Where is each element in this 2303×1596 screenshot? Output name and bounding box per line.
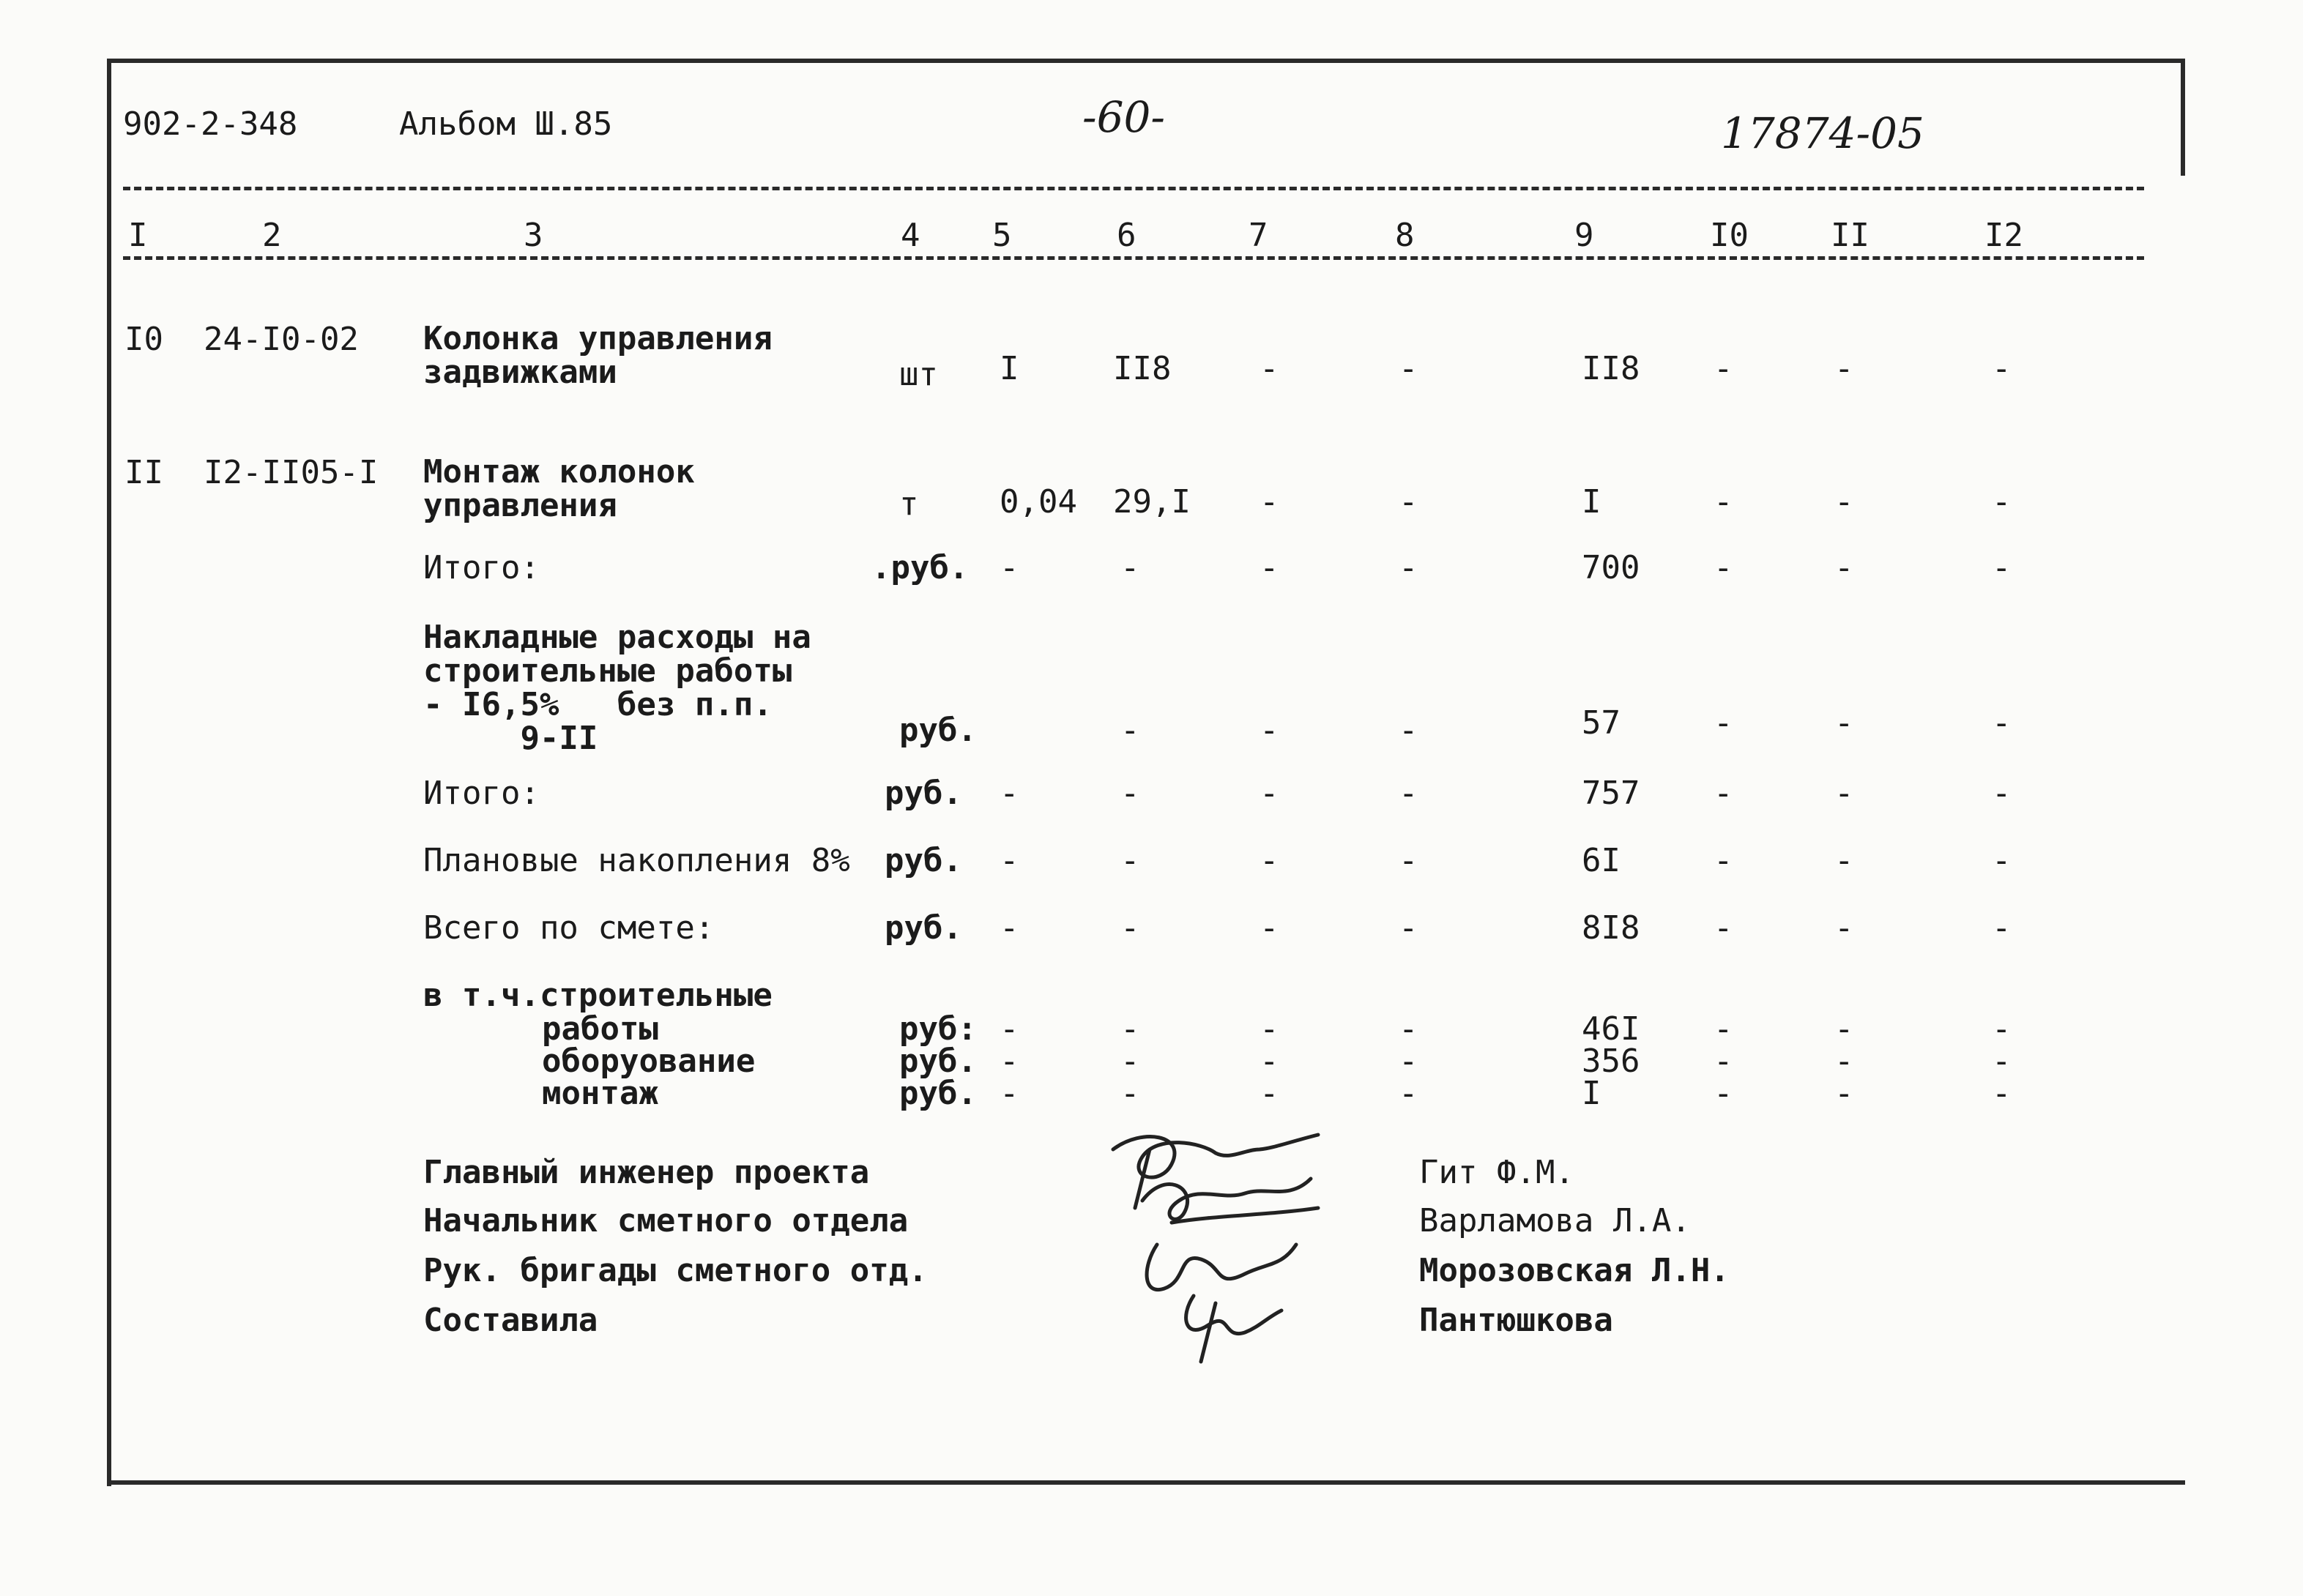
- row-c12: -: [1992, 350, 2012, 387]
- breakdown-c11: -: [1834, 1010, 1854, 1048]
- row-unit: руб.: [899, 712, 977, 749]
- column-header: 4: [901, 217, 920, 254]
- row-name: Накладные расходы на строительные работы - I6,5% без п.п. 9-II: [423, 619, 811, 757]
- row-c10: -: [1714, 549, 1733, 586]
- handwritten-signatures: [1098, 1120, 1406, 1384]
- row-c6: -: [1120, 549, 1140, 586]
- breakdown-c12: -: [1992, 1010, 2012, 1048]
- signature-name: Морозовская Л.Н.: [1419, 1252, 1730, 1289]
- signature-role: Рук. бригады сметного отд.: [423, 1252, 928, 1289]
- column-header: 3: [524, 217, 543, 254]
- row-c10: -: [1714, 775, 1733, 812]
- row-c5: -: [1000, 842, 1019, 879]
- breakdown-c9: 356: [1582, 1043, 1640, 1080]
- row-unit: т: [899, 485, 919, 523]
- row-c8: -: [1399, 549, 1418, 586]
- breakdown-c8: -: [1399, 1010, 1418, 1048]
- breakdown-c11: -: [1834, 1043, 1854, 1080]
- breakdown-unit: руб.: [899, 1043, 977, 1080]
- breakdown-c5: -: [1000, 1075, 1019, 1112]
- columns-dashed-rule: [123, 256, 2144, 260]
- row-c11: -: [1834, 549, 1854, 586]
- signature-role: Составила: [423, 1302, 598, 1339]
- column-header: 9: [1574, 217, 1594, 254]
- breakdown-c8: -: [1399, 1075, 1418, 1112]
- breakdown-c5: -: [1000, 1010, 1019, 1048]
- row-c5: 0,04: [1000, 483, 1077, 521]
- row-name: Плановые накопления 8%: [423, 842, 850, 879]
- row-c7: -: [1260, 350, 1279, 387]
- row-c7: -: [1260, 483, 1279, 521]
- breakdown-c6: -: [1120, 1075, 1140, 1112]
- breakdown-c7: -: [1260, 1043, 1279, 1080]
- breakdown-c7: -: [1260, 1075, 1279, 1112]
- row-code: 24-I0-02: [204, 321, 359, 358]
- row-c11: -: [1834, 350, 1854, 387]
- column-header: 2: [262, 217, 282, 254]
- row-name: Всего по смете:: [423, 909, 715, 947]
- row-c5: -: [1000, 909, 1019, 947]
- row-c6: II8: [1113, 350, 1172, 387]
- signature-name: Пантюшкова: [1419, 1302, 1613, 1339]
- row-code: I2-II05-I: [204, 454, 379, 491]
- breakdown-c10: -: [1714, 1043, 1733, 1080]
- row-c8: -: [1399, 775, 1418, 812]
- row-c6: 29,I: [1113, 483, 1191, 521]
- breakdown-c11: -: [1834, 1075, 1854, 1112]
- breakdown-c9: I: [1582, 1075, 1601, 1112]
- row-c12: -: [1992, 483, 2012, 521]
- column-header: I: [128, 217, 148, 254]
- header-dashed-rule: [123, 187, 2144, 190]
- row-c5: I: [1000, 350, 1019, 387]
- breakdown-c8: -: [1399, 1043, 1418, 1080]
- row-c10: -: [1714, 350, 1733, 387]
- column-header: 6: [1117, 217, 1136, 254]
- breakdown-label: работы: [542, 1010, 658, 1048]
- breakdown-c9: 46I: [1582, 1010, 1640, 1048]
- row-number: II: [124, 454, 163, 491]
- column-header: I2: [1984, 217, 2023, 254]
- row-c8: -: [1399, 350, 1418, 387]
- row-name: Колонка управления задвижками: [423, 320, 773, 391]
- column-header: 8: [1395, 217, 1415, 254]
- row-c8: -: [1399, 909, 1418, 947]
- breakdown-label: оборуование: [542, 1043, 756, 1080]
- row-name: Итого:: [423, 549, 540, 586]
- breakdown-c5: -: [1000, 1043, 1019, 1080]
- breakdown-c12: -: [1992, 1043, 2012, 1080]
- row-c12: -: [1992, 842, 2012, 879]
- row-c10: -: [1714, 909, 1733, 947]
- row-unit: руб.: [885, 909, 962, 947]
- column-header: I0: [1710, 217, 1749, 254]
- frame-bottom-border: [107, 1480, 2185, 1485]
- row-c9: 8I8: [1582, 909, 1640, 947]
- column-header: 7: [1249, 217, 1268, 254]
- row-c10: -: [1714, 842, 1733, 879]
- page-number: -60-: [1082, 92, 1165, 142]
- row-c5: -: [1000, 775, 1019, 812]
- signature-name: Варламова Л.А.: [1419, 1202, 1691, 1239]
- row-c7: -: [1260, 712, 1279, 749]
- row-c11: -: [1834, 775, 1854, 812]
- row-c12: -: [1992, 775, 2012, 812]
- frame-left-border: [107, 59, 111, 1486]
- signature-name: Гит Ф.М.: [1419, 1154, 1574, 1191]
- row-c12: -: [1992, 549, 2012, 586]
- row-c12: -: [1992, 909, 2012, 947]
- row-c11: -: [1834, 704, 1854, 742]
- row-name: Монтаж колонок управления: [423, 453, 695, 524]
- row-c11: -: [1834, 909, 1854, 947]
- row-c6: -: [1120, 842, 1140, 879]
- signature-role: Начальник сметного отдела: [423, 1202, 909, 1239]
- row-c10: -: [1714, 483, 1733, 521]
- doc-number: 902-2-348: [123, 105, 298, 143]
- frame-right-border: [2181, 59, 2185, 176]
- row-unit: шт: [899, 356, 938, 393]
- breakdown-unit: руб:: [899, 1010, 977, 1048]
- breakdown-c7: -: [1260, 1010, 1279, 1048]
- album-label: Альбом Ш.85: [399, 105, 613, 143]
- row-unit: руб.: [885, 842, 962, 879]
- row-c7: -: [1260, 549, 1279, 586]
- row-c7: -: [1260, 909, 1279, 947]
- row-c9: 57: [1582, 704, 1621, 742]
- row-c12: -: [1992, 704, 2012, 742]
- row-unit: руб.: [885, 775, 962, 812]
- row-c8: -: [1399, 483, 1418, 521]
- row-c7: -: [1260, 842, 1279, 879]
- row-name: Итого:: [423, 775, 540, 812]
- row-c9: II8: [1582, 350, 1640, 387]
- row-c8: -: [1399, 842, 1418, 879]
- row-c9: I: [1582, 483, 1601, 521]
- frame-top-border: [107, 59, 2185, 63]
- row-c9: 757: [1582, 775, 1640, 812]
- row-c11: -: [1834, 842, 1854, 879]
- breakdown-c10: -: [1714, 1010, 1733, 1048]
- signature-role: Главный инженер проекта: [423, 1154, 870, 1191]
- row-c6: -: [1120, 712, 1140, 749]
- row-c9: 700: [1582, 549, 1640, 586]
- row-c6: -: [1120, 775, 1140, 812]
- row-c7: -: [1260, 775, 1279, 812]
- breakdown-c6: -: [1120, 1043, 1140, 1080]
- row-c11: -: [1834, 483, 1854, 521]
- row-c9: 6I: [1582, 842, 1621, 879]
- column-header: 5: [992, 217, 1012, 254]
- breakdown-unit: руб.: [899, 1075, 977, 1112]
- row-number: I0: [124, 321, 163, 358]
- breakdown-c12: -: [1992, 1075, 2012, 1112]
- row-c6: -: [1120, 909, 1140, 947]
- row-c10: -: [1714, 704, 1733, 742]
- breakdown-label: монтаж: [542, 1075, 658, 1112]
- doc-code: 17874-05: [1721, 108, 1924, 158]
- row-unit: .руб.: [871, 549, 969, 586]
- breakdown-title: в т.ч.строительные: [423, 977, 773, 1014]
- row-c8: -: [1399, 712, 1418, 749]
- column-header: II: [1831, 217, 1869, 254]
- row-c5: -: [1000, 549, 1019, 586]
- breakdown-c6: -: [1120, 1010, 1140, 1048]
- breakdown-c10: -: [1714, 1075, 1733, 1112]
